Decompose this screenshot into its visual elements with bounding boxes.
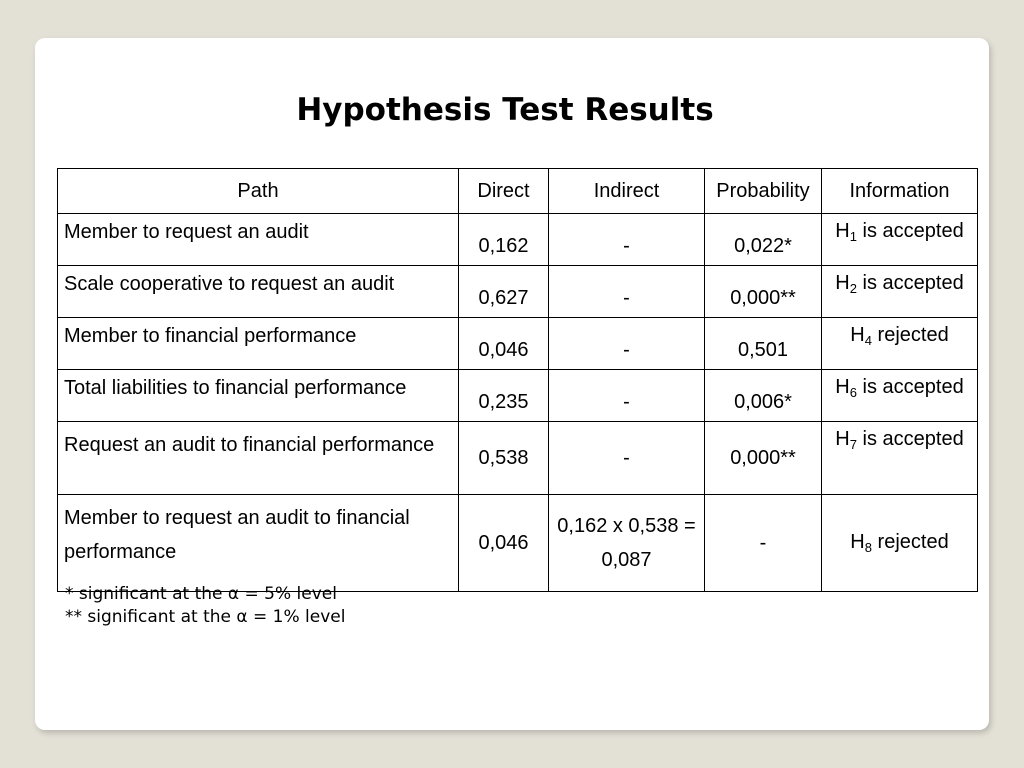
results-table (57, 168, 978, 592)
cell-information: $H_6$ is accepted (822, 370, 978, 422)
cell-direct: 0,046 (459, 495, 549, 592)
cell-indirect: - (549, 422, 705, 495)
cell-information: $H_7$ is accepted (822, 422, 978, 495)
cell-path: Scale cooperative to request an audit (58, 266, 459, 318)
cell-path: Member to request an audit to financial performance (58, 495, 459, 592)
cell-probability: 0,022* (705, 214, 822, 266)
cell-direct: 0,627 (459, 266, 549, 318)
header-path: Path (58, 169, 459, 214)
cell-indirect: - (549, 214, 705, 266)
table-row (58, 266, 978, 318)
cell-probability: - (705, 495, 822, 592)
cell-indirect: - (549, 318, 705, 370)
table-header-row (58, 169, 978, 214)
header-direct: Direct (459, 169, 549, 214)
note-1-percent: ** significant at the α = 1% level (65, 607, 346, 627)
cell-path: Total liabilities to financial performance (58, 370, 459, 422)
table-row (58, 214, 978, 266)
cell-probability: 0,006* (705, 370, 822, 422)
cell-direct: 0,235 (459, 370, 549, 422)
cell-path: Request an audit to financial performance (58, 422, 459, 495)
significance-notes (65, 583, 345, 629)
table-row (58, 495, 978, 592)
cell-indirect: - (549, 266, 705, 318)
cell-path: Member to financial performance (58, 318, 459, 370)
slide-title: Hypothesis Test Results (296, 92, 714, 128)
table-row (58, 318, 978, 370)
cell-path: Member to request an audit (58, 214, 459, 266)
cell-indirect: 0,162 x 0,538 = 0,087 (549, 495, 705, 592)
cell-probability: 0,501 (705, 318, 822, 370)
note-5-percent: * significant at the α = 5% level (65, 584, 337, 604)
table-row (58, 370, 978, 422)
cell-probability: 0,000** (705, 266, 822, 318)
header-information: Information (822, 169, 978, 214)
cell-indirect: - (549, 370, 705, 422)
table-row (58, 422, 978, 495)
header-probability: Probability (705, 169, 822, 214)
cell-information: $H_4$ rejected (822, 318, 978, 370)
slide (35, 38, 989, 730)
cell-direct: 0,538 (459, 422, 549, 495)
cell-direct: 0,046 (459, 318, 549, 370)
cell-information: $H_8$ rejected (822, 495, 978, 592)
header-indirect: Indirect (549, 169, 705, 214)
cell-information: $H_1$ is accepted (822, 214, 978, 266)
cell-direct: 0,162 (459, 214, 549, 266)
cell-information: $H_2$ is accepted (822, 266, 978, 318)
cell-probability: 0,000** (705, 422, 822, 495)
